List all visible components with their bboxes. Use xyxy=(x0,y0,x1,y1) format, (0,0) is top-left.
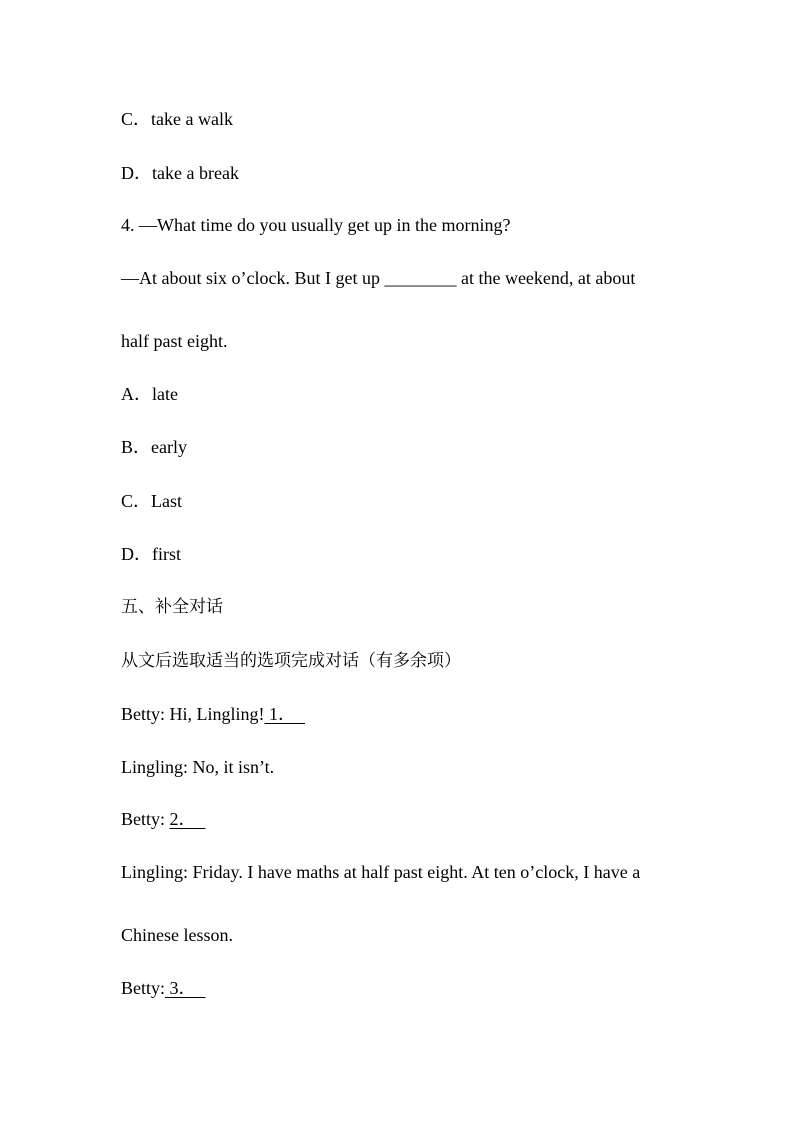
dialogue-line-4a: Lingling: Friday. I have maths at half past eight. At ten o’clock, I have a xyxy=(121,862,641,882)
section5-instruction: 从文后选取适当的选项完成对话（有多余项） xyxy=(121,651,461,671)
dialogue-line-3-text: Betty: xyxy=(121,809,170,829)
section5-title: 五、补全对话 xyxy=(121,597,223,617)
dialogue-line-4b: Chinese lesson. xyxy=(121,925,233,945)
blank-3: 3． xyxy=(165,978,197,998)
q4-answer-line2: half past eight. xyxy=(121,331,228,351)
blank-2: 2． xyxy=(169,809,197,829)
dialogue-line-5 xyxy=(121,977,206,999)
q3-option-c: C．take a walk xyxy=(121,109,233,129)
q4-option-c: C．Last xyxy=(121,491,182,511)
q4-option-a: A．late xyxy=(121,384,178,404)
dialogue-line-1 xyxy=(121,703,305,725)
dialogue-line-1-text: Betty: Hi, Lingling! xyxy=(121,704,265,724)
dialogue-line-5-text: Betty: xyxy=(121,978,165,998)
q4-option-b: B．early xyxy=(121,437,187,457)
blank-1: 1． xyxy=(264,704,296,724)
q3-option-d: D．take a break xyxy=(121,163,239,183)
dialogue-line-3 xyxy=(121,808,206,830)
q4-question: 4. —What time do you usually get up in the morning? xyxy=(121,215,511,235)
dialogue-line-2: Lingling: No, it isn’t. xyxy=(121,757,275,777)
q4-option-d: D．first xyxy=(121,544,181,564)
q4-answer-line1: —At about six o’clock. But I get up ________ at the weekend, at about xyxy=(121,268,636,288)
